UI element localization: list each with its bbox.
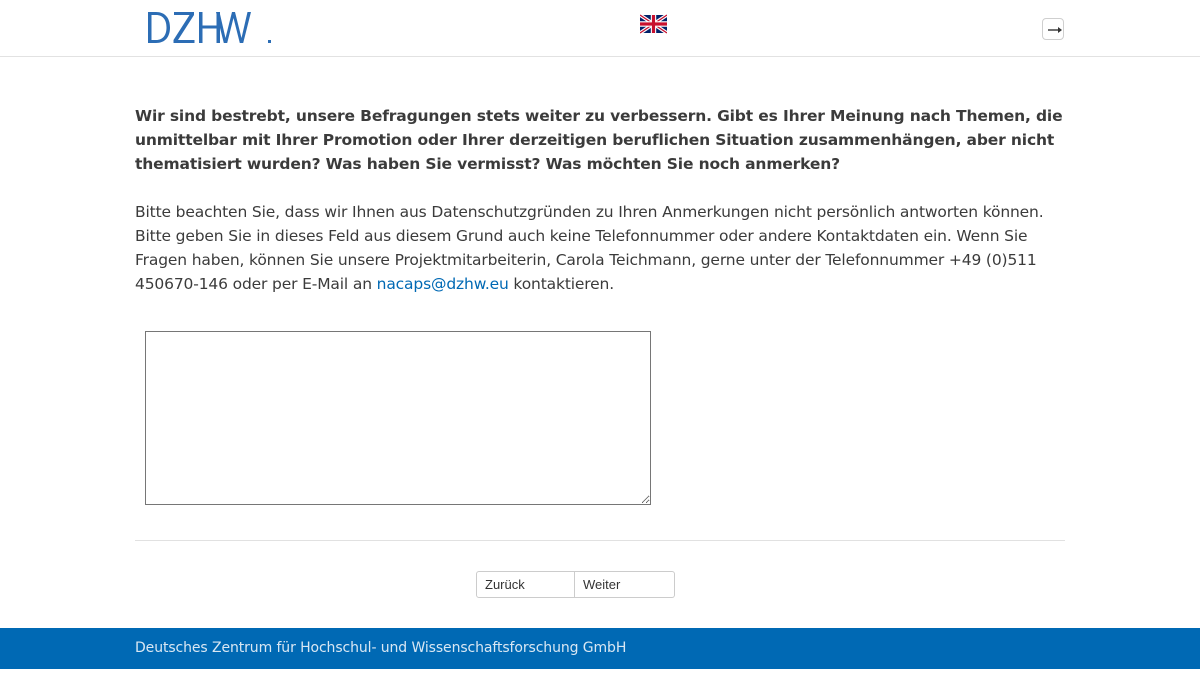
back-button[interactable]: Zurück: [476, 571, 575, 598]
survey-question-block: [135, 104, 1070, 296]
contact-email-link[interactable]: nacaps@dzhw.eu: [376, 275, 509, 293]
comment-textarea[interactable]: [145, 331, 651, 505]
divider: [135, 540, 1065, 541]
logout-icon: [1048, 25, 1064, 35]
next-button[interactable]: Weiter: [575, 571, 675, 598]
privacy-note-text: Bitte beachten Sie, dass wir Ihnen aus Datenschutzgründen zu Ihren Anmerkungen nicht persönlich antworten können. Bitte geben Sie in dieses Feld aus diesem Grund auch keine Telefonnummer oder andere Kontaktdaten ein. Wenn Sie Fragen haben, können Sie unsere Projektmitarbeiterin, Carola Teichmann, gerne unter der Telefonnummer +49 (0)511 450670-146 oder per E-Mail an: [135, 203, 1044, 293]
dzhw-logo: [147, 8, 275, 46]
logout-button[interactable]: [1042, 18, 1064, 40]
page-footer: [0, 628, 1200, 669]
privacy-note-ending: kontaktieren.: [508, 275, 615, 293]
page-header: [0, 0, 1200, 57]
navigation-buttons: [476, 571, 675, 598]
dzhw-logo-icon: [147, 10, 275, 46]
footer-organization-name: Deutsches Zentrum für Hochschul- und Wissenschaftsforschung GmbH: [135, 640, 627, 656]
language-switch-uk-flag[interactable]: [640, 14, 667, 34]
privacy-note: [135, 200, 1070, 296]
uk-flag-icon: [640, 14, 667, 34]
question-text: Wir sind bestrebt, unsere Befragungen stets weiter zu verbessern. Gibt es Ihrer Meinung nach Themen, die unmittelbar mit Ihrer Promotion oder Ihrer derzeitigen beruflichen Situation zusammenhängen, aber nicht thematisiert wurden? Was haben Sie vermisst? Was möchten Sie noch anmerken?: [135, 107, 1063, 173]
